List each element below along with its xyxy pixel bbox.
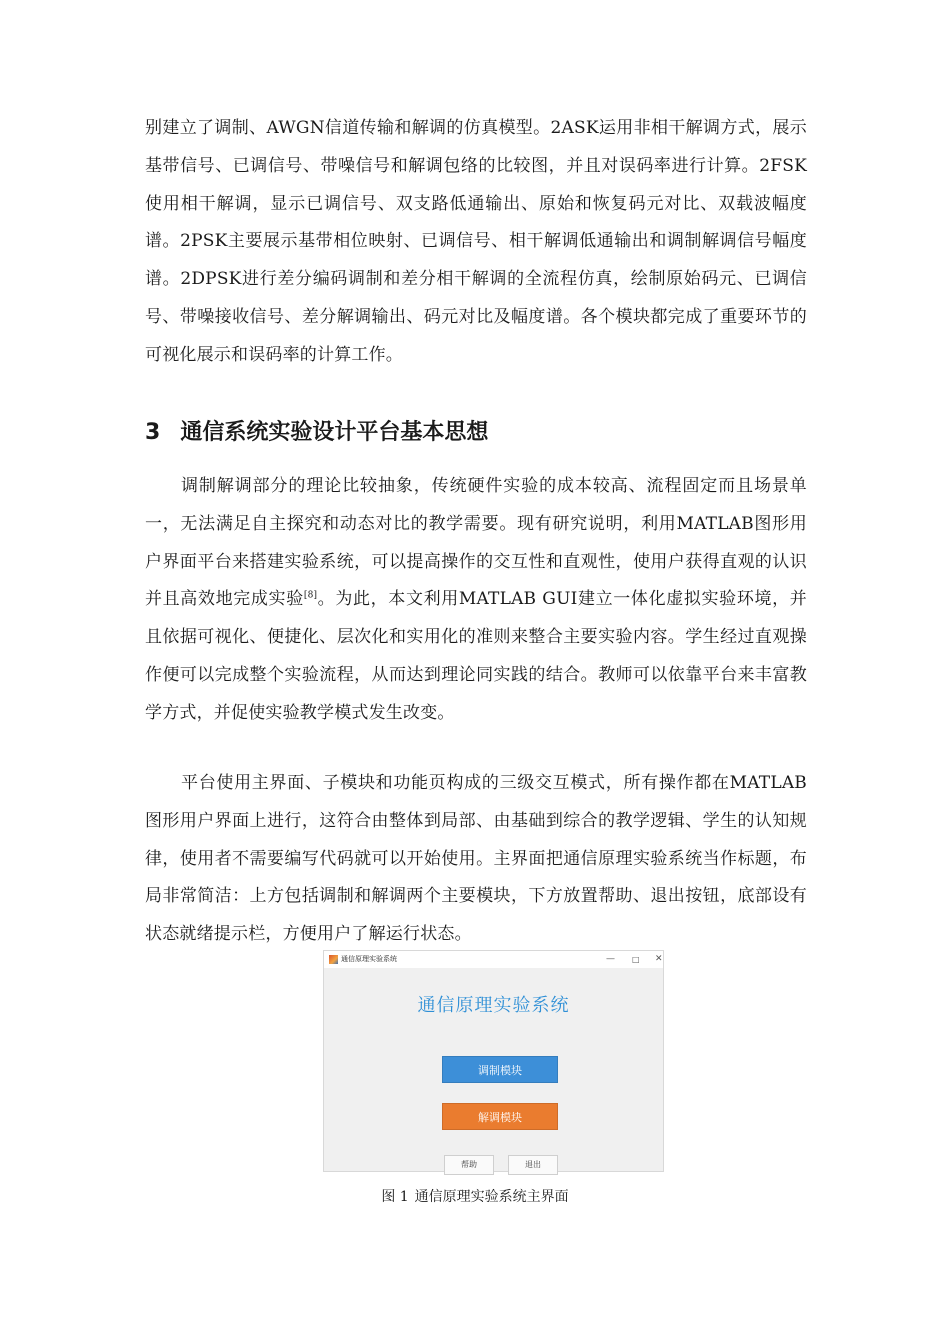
figure-number: 图 1 bbox=[381, 1189, 409, 1205]
section-number: 3 bbox=[145, 420, 161, 445]
paragraph-3: 平台使用主界面、子模块和功能页构成的三级交互模式，所有操作都在MATLAB图形用户界面上进行，这符合由整体到局部、由基础到综合的教学逻辑、学生的认知规律，使用者不需要编写代码就可以开始使用。主界面把通信原理实验系统当作标题，布局非常简洁：上方包括调制和解调两个主要模块，下方放置帮助、退出按钮，底部设有状态就绪提示栏，方便用户了解运行状态。 bbox=[145, 773, 807, 945]
close-icon[interactable]: ✕ bbox=[655, 954, 663, 964]
exit-button[interactable]: 退出 bbox=[508, 1155, 558, 1175]
figure-caption bbox=[0, 1186, 950, 1206]
section-heading bbox=[145, 415, 488, 446]
app-heading: 通信原理实验系统 bbox=[417, 995, 570, 1016]
window-titlebar bbox=[324, 951, 663, 968]
paragraph-2-text-b: 。为此，本文利用MATLAB GUI建立一体化虚拟实验环境，并且依据可视化、便捷化、层次化和实用化的准则来整合主要实验内容。学生经过直观操作便可以完成整个实验流程，从而达到理论同实践的结合。教师可以依靠平台来丰富教学方式，并促使实验教学模式发生改变。 bbox=[145, 589, 807, 723]
paragraph-2 bbox=[145, 468, 807, 733]
help-button[interactable]: 帮助 bbox=[444, 1155, 494, 1175]
paragraph-2-text-a: 调制解调部分的理论比较抽象，传统硬件实验的成本较高、流程固定而且场景单一，无法满足自主探究和动态对比的教学需要。现有研究说明，利用MATLAB图形用户界面平台来搭建实验系统，可以提高操作的交互性和直观性，使用户获得直观的认识并且高效地完成实验 bbox=[145, 476, 807, 610]
citation-ref[interactable]: [8] bbox=[303, 590, 318, 601]
figure-caption-text: 通信原理实验系统主界面 bbox=[414, 1189, 569, 1205]
paragraph-1: 别建立了调制、AWGN信道传输和解调的仿真模型。2ASK运用非相干解调方式，展示基带信号、已调信号、带噪信号和解调包络的比较图，并且对误码率进行计算。2FSK使用相干解调，显示已调信号、双支路低通输出、原始和恢复码元对比、双载波幅度谱。2PSK主要展示基带相位映射、已调信号、相干解调低通输出和调制解调信号幅度谱。2DPSK进行差分编码调制和差分相干解调的全流程仿真，绘制原始码元、已调信号、带噪接收信号、差分解调输出、码元对比及幅度谱。各个模块都完成了重要环节的可视化展示和误码率的计算工作。 bbox=[145, 118, 807, 365]
section-title: 通信系统实验设计平台基本思想 bbox=[180, 420, 489, 445]
modulation-module-button[interactable]: 调制模块 bbox=[442, 1056, 558, 1083]
maximize-icon[interactable]: □ bbox=[632, 955, 640, 964]
matlab-logo-icon bbox=[329, 955, 338, 964]
demodulation-module-button[interactable]: 解调模块 bbox=[442, 1103, 558, 1130]
window-title: 通信原理实验系统 bbox=[341, 955, 397, 963]
minimize-icon[interactable]: — bbox=[606, 954, 615, 964]
figure-app-screenshot bbox=[323, 950, 664, 1172]
